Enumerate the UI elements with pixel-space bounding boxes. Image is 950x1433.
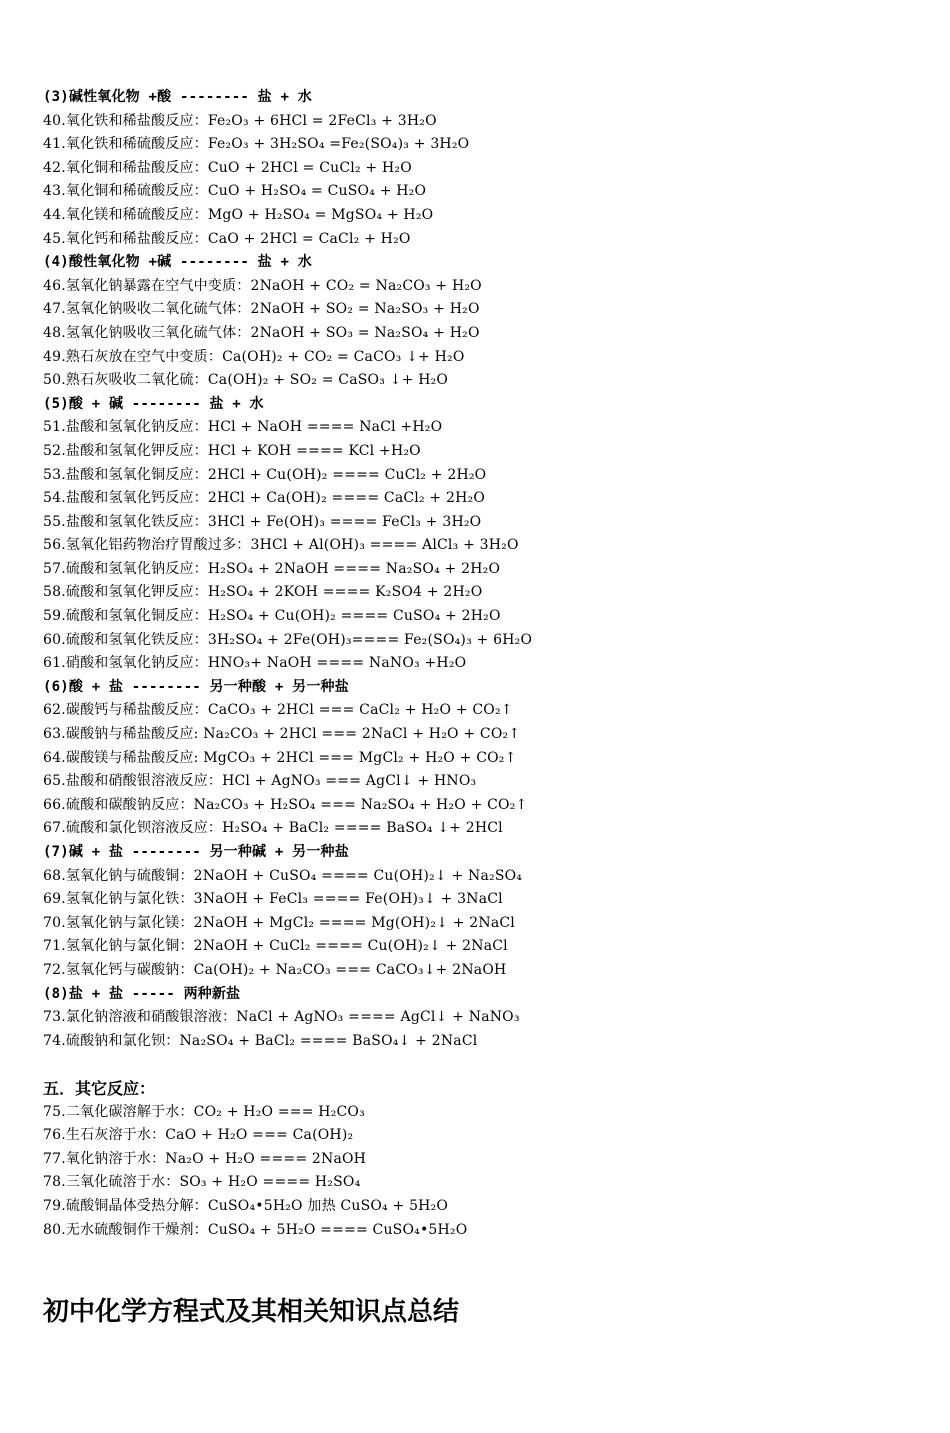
equation-line: 66.硫酸和碳酸钠反应：Na₂CO₃ + H₂SO₄ === Na₂SO₄ + H₂O + CO₂↑ <box>43 796 528 813</box>
blank-line <box>43 1053 923 1077</box>
equation-line: 54.盐酸和氢氧化钙反应：2HCl + Ca(OH)₂ ==== CaCl₂ + 2H₂O <box>43 490 486 507</box>
section-title-other: 五．其它反应： <box>43 1078 156 1098</box>
section-heading: (8)盐 + 盐 ----- 两种新盐 <box>43 985 241 1002</box>
equation-line: 59.硫酸和氢氧化铜反应：H₂SO₄ + Cu(OH)₂ ==== CuSO₄ + 2H₂O <box>43 608 501 625</box>
equation-line: 58.硫酸和氢氧化钾反应：H₂SO₄ + 2KOH ==== K₂SO4 + 2H₂O <box>43 584 483 601</box>
equation-line: 70.氢氧化钠与氯化镁：2NaOH + MgCl₂ ==== Mg(OH)₂↓ + 2NaCl <box>43 914 515 931</box>
equation-line: 48.氢氧化钠吸收三氧化硫气体：2NaOH + SO₃ = Na₂SO₄ + H₂O <box>43 324 480 341</box>
equation-line: 44.氧化镁和稀硫酸反应：MgO + H₂SO₄ = MgSO₄ + H₂O <box>43 206 434 223</box>
equation-line: 73.氯化钠溶液和硝酸银溶液：NaCl + AgNO₃ ==== AgCl↓ + NaNO₃ <box>43 1009 520 1026</box>
equation-line: 45.氧化钙和稀盐酸反应：CaO + 2HCl = CaCl₂ + H₂O <box>43 230 411 247</box>
equation-line: 63.碳酸钠与稀盐酸反应: Na₂CO₃ + 2HCl === 2NaCl + H₂O + CO₂↑ <box>43 726 521 743</box>
equation-line: 74.硫酸钠和氯化钡：Na₂SO₄ + BaCl₂ ==== BaSO₄↓ + 2NaCl <box>43 1032 478 1049</box>
equation-line: 53.盐酸和氢氧化铜反应：2HCl + Cu(OH)₂ ==== CuCl₂ + 2H₂O <box>43 466 487 483</box>
equation-line: 60.硫酸和氢氧化铁反应：3H₂SO₄ + 2Fe(OH)₃==== Fe₂(SO₄)₃ + 6H₂O <box>43 631 533 648</box>
equation-line: 49.熟石灰放在空气中变质：Ca(OH)₂ + CO₂ = CaCO₃ ↓+ H₂O <box>43 348 465 365</box>
equation-line: 42.氧化铜和稀盐酸反应：CuO + 2HCl = CuCl₂ + H₂O <box>43 159 412 176</box>
document-title: 初中化学方程式及其相关知识点总结 <box>43 1297 460 1327</box>
equation-line: 69.氢氧化钠与氯化铁：3NaOH + FeCl₃ ==== Fe(OH)₃↓ + 3NaCl <box>43 891 503 908</box>
equation-list <box>43 86 923 1242</box>
section-heading: (3)碱性氧化物 +酸 -------- 盐 + 水 <box>43 89 312 105</box>
equation-line: 47.氢氧化钠吸收二氧化硫气体：2NaOH + SO₂ = Na₂SO₃ + H₂O <box>43 301 480 318</box>
equation-line: 64.碳酸镁与稀盐酸反应: MgCO₃ + 2HCl === MgCl₂ + H₂O + CO₂↑ <box>43 749 517 766</box>
section-heading: (7)碱 + 盐 -------- 另一种碱 + 另一种盐 <box>43 844 349 860</box>
section-heading: (4)酸性氧化物 +碱 -------- 盐 + 水 <box>43 254 312 271</box>
equation-line: 43.氧化铜和稀硫酸反应：CuO + H₂SO₄ = CuSO₄ + H₂O <box>43 183 427 200</box>
equation-line: 77.氧化钠溶于水：Na₂O + H₂O ==== 2NaOH <box>43 1150 367 1167</box>
equation-line: 80.无水硫酸铜作干燥剂：CuSO₄ + 5H₂O ==== CuSO₄•5H₂O <box>43 1221 468 1238</box>
equation-line: 61.硝酸和氢氧化钠反应：HNO₃+ NaOH ==== NaNO₃ +H₂O <box>43 655 467 672</box>
equation-line: 75.二氧化碳溶解于水：CO₂ + H₂O === H₂CO₃ <box>43 1103 365 1120</box>
equation-line: 40.氧化铁和稀盐酸反应：Fe₂O₃ + 6HCl = 2FeCl₃ + 3H₂O <box>43 112 437 129</box>
equation-line: 79.硫酸铜晶体受热分解：CuSO₄•5H₂O 加热 CuSO₄ + 5H₂O <box>43 1197 449 1214</box>
equation-line: 50.熟石灰吸收二氧化硫：Ca(OH)₂ + SO₂ = CaSO₃ ↓+ H₂O <box>43 372 449 389</box>
equation-line: 62.碳酸钙与稀盐酸反应：CaCO₃ + 2HCl === CaCl₂ + H₂O + CO₂↑ <box>43 702 513 719</box>
equation-line: 76.生石灰溶于水：CaO + H₂O === Ca(OH)₂ <box>43 1127 354 1144</box>
equation-line: 51.盐酸和氢氧化钠反应：HCl + NaOH ==== NaCl +H₂O <box>43 419 443 436</box>
equation-line: 72.氢氧化钙与碳酸钠：Ca(OH)₂ + Na₂CO₃ === CaCO₃↓+ 2NaOH <box>43 961 507 978</box>
equation-line: 71.氢氧化钠与氯化铜：2NaOH + CuCl₂ ==== Cu(OH)₂↓ + 2NaCl <box>43 938 508 955</box>
equation-line: 55.盐酸和氢氧化铁反应：3HCl + Fe(OH)₃ ==== FeCl₃ + 3H₂O <box>43 513 482 530</box>
equation-line: 46.氢氧化钠暴露在空气中变质：2NaOH + CO₂ = Na₂CO₃ + H₂O <box>43 277 482 294</box>
equation-line: 57.硫酸和氢氧化钠反应：H₂SO₄ + 2NaOH ==== Na₂SO₄ + 2H₂O <box>43 560 501 577</box>
equation-line: 78.三氧化硫溶于水：SO₃ + H₂O ==== H₂SO₄ <box>43 1174 361 1191</box>
equation-line: 56.氢氧化铝药物治疗胃酸过多：3HCl + Al(OH)₃ ==== AlCl₃ + 3H₂O <box>43 537 519 554</box>
equation-line: 68.氢氧化钠与硫酸铜：2NaOH + CuSO₄ ==== Cu(OH)₂↓ + Na₂SO₄ <box>43 867 523 884</box>
section-heading: (5)酸 + 碱 -------- 盐 + 水 <box>43 395 264 412</box>
equation-line: 67.硫酸和氯化钡溶液反应：H₂SO₄ + BaCl₂ ==== BaSO₄ ↓+ 2HCl <box>43 820 503 837</box>
equation-line: 41.氧化铁和稀硫酸反应：Fe₂O₃ + 3H₂SO₄ =Fe₂(SO₄)₃ + 3H₂O <box>43 136 470 153</box>
equation-line: 65.盐酸和硝酸银溶液反应：HCl + AgNO₃ === AgCl↓ + HNO₃ <box>43 773 477 790</box>
equation-line: 52.盐酸和氢氧化钾反应：HCl + KOH ==== KCl +H₂O <box>43 442 421 459</box>
section-heading: (6)酸 + 盐 -------- 另一种酸 + 另一种盐 <box>43 678 349 695</box>
